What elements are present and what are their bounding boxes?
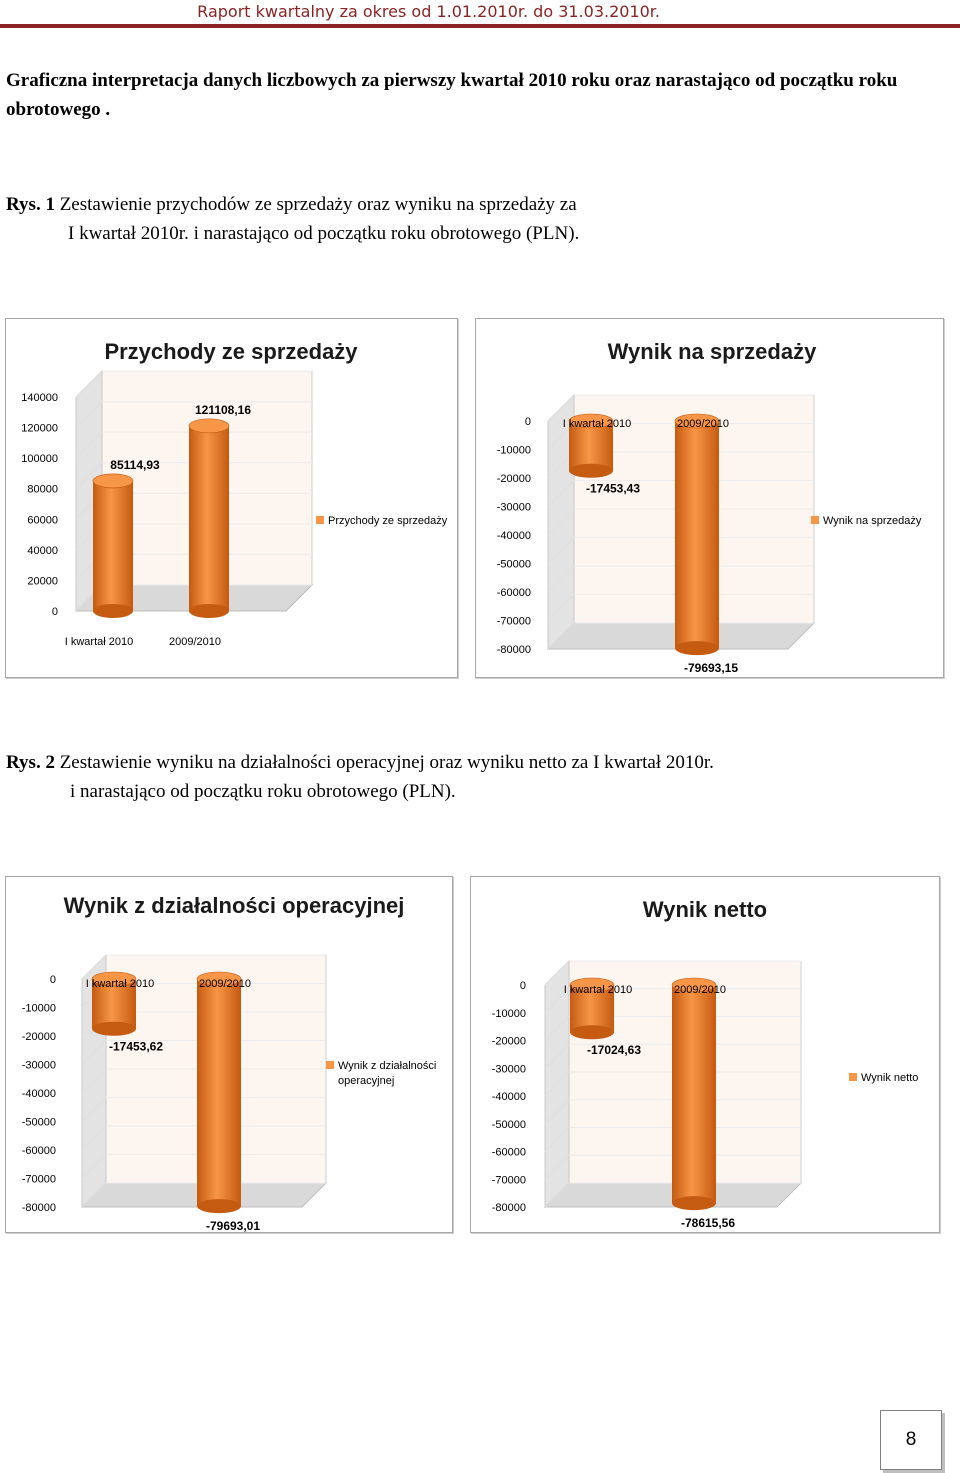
category-label: 2009/2010: [677, 418, 729, 430]
legend-swatch: [316, 516, 324, 524]
y-tick-label: -40000: [491, 1091, 526, 1103]
legend-label: [338, 1060, 436, 1087]
y-tick-label: -40000: [21, 1088, 56, 1100]
y-tick-label: -10000: [496, 444, 531, 457]
header-rule: [0, 24, 960, 28]
legend-label: Wynik netto: [861, 1072, 919, 1084]
bar-base: [672, 1196, 716, 1210]
figure-2-text-cont: i narastająco od początku roku obrotowego (PLN).: [70, 781, 456, 802]
figure-1-label: Rys. 1: [6, 194, 55, 215]
data-label: 85114,93: [110, 457, 160, 472]
y-tick-label: 60000: [27, 514, 58, 527]
data-label: -17453,43: [585, 481, 641, 496]
figure-1-caption: [6, 190, 926, 248]
data-label: 121108,16: [194, 402, 252, 417]
y-tick-label: -20000: [21, 1031, 56, 1043]
category-label: I kwartał 2010: [562, 418, 632, 430]
category-label: 2009/2010: [169, 636, 221, 648]
data-label: -17453,62: [108, 1039, 164, 1054]
bar-top: [189, 419, 229, 433]
chart-title: Przychody ze sprzedaży: [104, 339, 358, 364]
chart-wynik-sprzedaz: [475, 318, 944, 678]
bar: [197, 979, 241, 1206]
y-tick-label: 0: [49, 974, 56, 986]
chart-title: Wynik z działalności operacyjnej: [63, 893, 405, 918]
bar-top: [93, 474, 133, 488]
bar: [675, 421, 719, 648]
legend-swatch: [326, 1061, 334, 1069]
legend-label-line: operacyjnej: [338, 1075, 395, 1087]
y-tick-label: -20000: [496, 473, 531, 485]
y-tick-label: 80000: [27, 483, 58, 496]
legend-label: Przychody ze sprzedaży: [328, 515, 448, 527]
legend-label-line: Wynik z działalności: [338, 1060, 437, 1072]
page-header: [0, 0, 960, 26]
y-tick-label: -70000: [491, 1174, 526, 1187]
bar: [189, 426, 229, 611]
category-label: 2009/2010: [199, 978, 251, 990]
y-tick-label: -80000: [496, 644, 531, 656]
figure-2-caption: [6, 748, 946, 806]
y-tick-label: -60000: [491, 1146, 526, 1159]
category-label: I kwartał 2010: [563, 984, 633, 996]
y-tick-label: 100000: [21, 453, 58, 466]
y-tick-label: -80000: [491, 1202, 526, 1214]
y-tick-label: -30000: [496, 501, 531, 514]
data-label: -78615,56: [680, 1216, 736, 1231]
y-tick-label: -70000: [21, 1173, 56, 1186]
data-label: -79693,01: [205, 1219, 261, 1232]
category-label: I kwartał 2010: [85, 978, 155, 990]
data-label: -79693,15: [683, 661, 739, 676]
y-tick-label: 0: [51, 606, 58, 618]
y-tick-label: 0: [524, 416, 531, 428]
page-number: 8: [905, 1429, 917, 1450]
bar-base: [189, 604, 229, 618]
y-tick-label: -70000: [496, 615, 531, 628]
y-tick-label: -60000: [21, 1145, 56, 1157]
figure-1-text-cont: I kwartał 2010r. i narastająco od początku roku obrotowego (PLN).: [68, 223, 580, 244]
category-label: I kwartał 2010: [64, 636, 134, 648]
page-number-box: [880, 1410, 942, 1470]
y-tick-label: -80000: [21, 1202, 56, 1214]
bar: [672, 985, 716, 1203]
y-tick-label: -30000: [491, 1063, 526, 1076]
bar-base: [570, 1025, 614, 1039]
y-tick-label: -10000: [21, 1002, 56, 1015]
chart-title: Wynik netto: [642, 897, 768, 922]
chart-przychody-svg: [6, 319, 457, 677]
bar-base: [92, 1022, 136, 1036]
y-tick-label: 20000: [27, 575, 58, 588]
y-tick-label: 40000: [27, 544, 58, 557]
chart-title: Wynik na sprzedaży: [607, 339, 817, 364]
category-label: 2009/2010: [674, 984, 726, 996]
y-tick-label: -50000: [21, 1116, 56, 1129]
legend-swatch: [811, 516, 819, 524]
chart-wynik-netto-svg: [471, 877, 939, 1232]
figure-2-label: Rys. 2: [6, 752, 55, 773]
bar-base: [197, 1199, 241, 1213]
legend-swatch: [849, 1073, 857, 1081]
y-tick-label: -50000: [496, 558, 531, 571]
figure-2-text: Zestawienie wyniku na działalności operacyjnej oraz wyniku netto za I kwartał 2010r.: [59, 752, 714, 773]
section-heading: Graficzna interpretacja danych liczbowych za pierwszy kwartał 2010 roku oraz narastająco od początku roku obrotowego .: [6, 70, 898, 120]
chart-wynik-sprzedaz-svg: [476, 319, 943, 677]
bar-base: [93, 604, 133, 618]
chart-przychody: [5, 318, 458, 678]
y-tick-label: -30000: [21, 1059, 56, 1072]
data-label: -17024,63: [586, 1043, 642, 1058]
y-tick-label: 120000: [21, 422, 58, 435]
bar: [93, 481, 133, 611]
bar-base: [569, 464, 613, 478]
chart-wynik-netto: [470, 876, 940, 1233]
bar-base: [675, 641, 719, 655]
y-tick-label: -60000: [496, 587, 531, 599]
y-tick-label: -10000: [491, 1007, 526, 1020]
y-tick-label: -40000: [496, 530, 531, 542]
chart-wynik-operacyjny: [5, 876, 453, 1233]
y-tick-label: -50000: [491, 1118, 526, 1131]
legend-label: Wynik na sprzedaży: [823, 515, 922, 527]
y-tick-label: 140000: [21, 392, 58, 404]
figure-1-text: Zestawienie przychodów ze sprzedaży oraz wyniku na sprzedaży za: [59, 194, 577, 215]
chart-wynik-operacyjny-svg: [6, 877, 452, 1232]
y-tick-label: -20000: [491, 1035, 526, 1048]
header-title: Raport kwartalny za okres od 1.01.2010r. do 31.03.2010r.: [197, 2, 660, 21]
y-tick-label: 0: [519, 980, 526, 992]
